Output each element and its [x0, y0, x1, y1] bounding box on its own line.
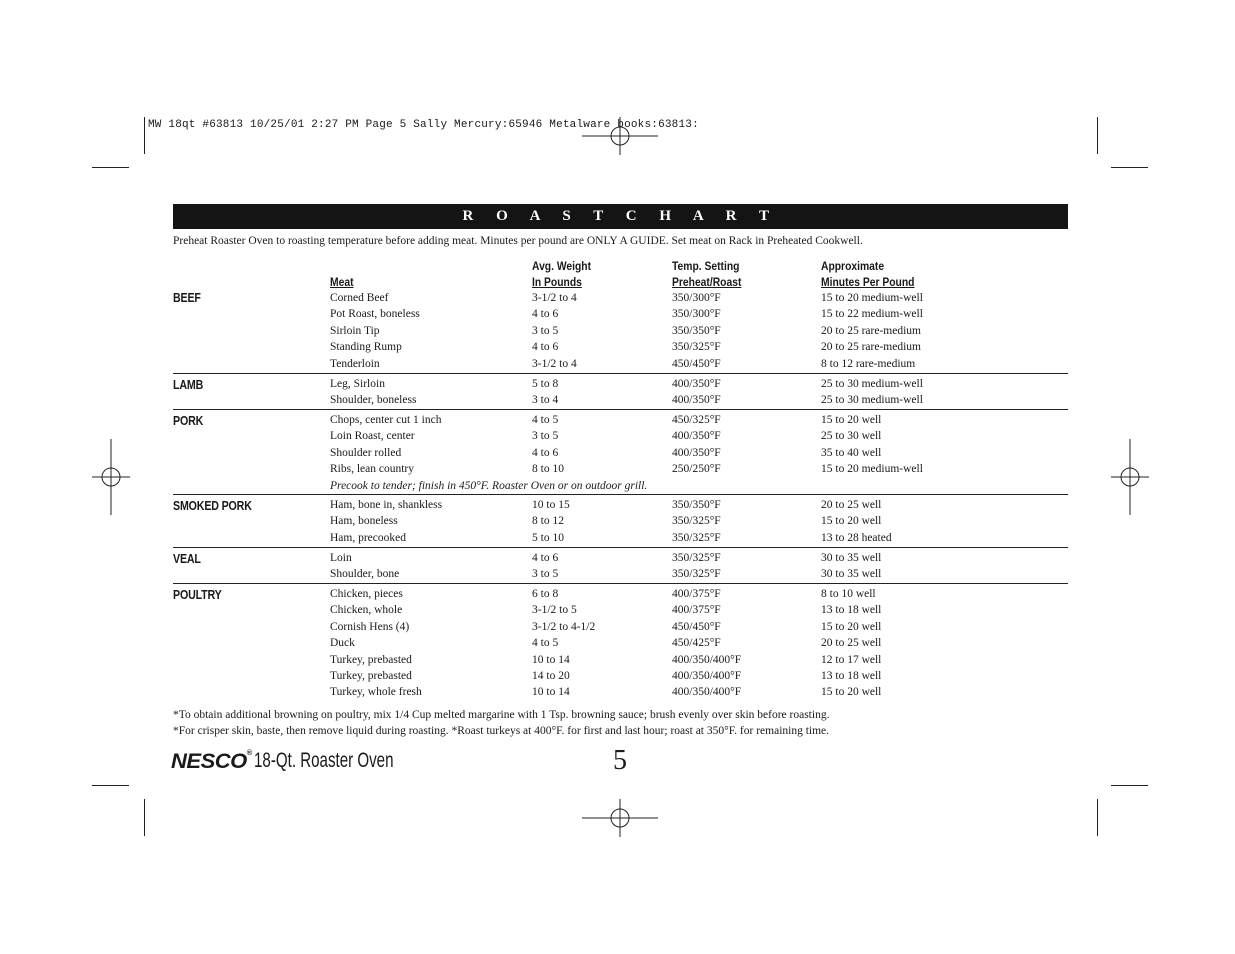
- table-row: [173, 652, 1068, 668]
- column-header-line1: [330, 258, 354, 274]
- pork-note: Precook to tender; finish in 450°F. Roaster Oven or on outdoor grill.: [330, 479, 648, 492]
- meat-cell: Ham, bone in, shankless: [330, 499, 443, 511]
- minutes-cell: 30 to 35 well: [821, 568, 882, 581]
- intro-text: Preheat Roaster Oven to roasting temperature before adding meat. Minutes per pound are ONLY A GUIDE. Set meat on Rack in Preheated Cookwell.: [173, 235, 863, 247]
- meat-cell: Shoulder, bone: [330, 568, 400, 581]
- minutes-cell: 30 to 35 well: [821, 552, 882, 564]
- meat-cell: Ham, boneless: [330, 515, 398, 528]
- meat-cell: Turkey, whole fresh: [330, 686, 422, 699]
- table-row: [173, 602, 1068, 618]
- minutes-cell: 20 to 25 well: [821, 499, 882, 511]
- table-row: [173, 412, 1068, 428]
- temp-cell: 400/350°F: [672, 378, 721, 390]
- minutes-cell: 25 to 30 medium-well: [821, 394, 923, 407]
- weight-cell: 14 to 20: [532, 669, 570, 682]
- meat-cell: Chicken, pieces: [330, 588, 403, 600]
- temp-cell: 450/425°F: [672, 637, 721, 650]
- temp-cell: 250/250°F: [672, 463, 721, 476]
- weight-cell: 10 to 14: [532, 653, 570, 666]
- temp-cell: 350/350°F: [672, 499, 721, 511]
- temp-cell: 350/325°F: [672, 515, 721, 528]
- meat-cell: Sirloin Tip: [330, 324, 380, 337]
- meat-cell: Leg, Sirloin: [330, 378, 385, 390]
- table-row: [173, 339, 1068, 355]
- weight-cell: 10 to 15: [532, 499, 570, 511]
- temp-cell: 350/325°F: [672, 531, 721, 544]
- temp-cell: 350/325°F: [672, 341, 721, 354]
- temp-cell: 400/350/400°F: [672, 653, 742, 666]
- temp-cell: 400/350°F: [672, 446, 721, 459]
- temp-cell: 450/450°F: [672, 620, 721, 633]
- table-row: [173, 550, 1068, 566]
- table-row: [173, 356, 1068, 372]
- registration-mark-icon: [1111, 439, 1149, 515]
- crop-mark: [1097, 799, 1098, 836]
- category-label: PORK: [173, 413, 204, 428]
- weight-cell: 4 to 5: [532, 637, 559, 650]
- temp-cell: 400/350°F: [672, 430, 721, 443]
- weight-cell: 3-1/2 to 4-1/2: [532, 620, 596, 633]
- temp-cell: 350/300°F: [672, 308, 721, 321]
- table-row: [173, 566, 1068, 582]
- meat-cell: Chicken, whole: [330, 604, 403, 617]
- minutes-cell: 8 to 12 rare-medium: [821, 357, 916, 370]
- temp-cell: 400/375°F: [672, 604, 721, 617]
- weight-cell: 4 to 5: [532, 414, 559, 426]
- minutes-cell: 15 to 22 medium-well: [821, 308, 923, 321]
- crop-mark: [92, 167, 129, 168]
- temp-cell: 350/325°F: [672, 552, 721, 564]
- minutes-cell: 15 to 20 well: [821, 620, 882, 633]
- meat-cell: Turkey, prebasted: [330, 669, 412, 682]
- logo-text: NESCO: [171, 750, 247, 773]
- meat-cell: Corned Beef: [330, 292, 389, 304]
- temp-cell: 400/350/400°F: [672, 669, 742, 682]
- meat-cell: Shoulder, boneless: [330, 394, 417, 407]
- table-row: [173, 513, 1068, 529]
- minutes-cell: 20 to 25 rare-medium: [821, 341, 921, 354]
- meat-cell: Standing Rump: [330, 341, 402, 354]
- category-label: BEEF: [173, 290, 201, 305]
- temp-cell: 350/325°F: [672, 568, 721, 581]
- table-row: [173, 530, 1068, 546]
- weight-cell: 3-1/2 to 4: [532, 357, 577, 370]
- crop-mark: [92, 785, 129, 786]
- weight-cell: 4 to 6: [532, 446, 559, 459]
- temp-cell: 450/450°F: [672, 357, 721, 370]
- meat-cell: Tenderloin: [330, 357, 380, 370]
- footnote-crisper-skin: *For crisper skin, baste, then remove liquid during roasting. *Roast turkeys at 400°F. for first and last hour; roast at 350°F. for remaining time.: [173, 725, 830, 737]
- weight-cell: 3 to 5: [532, 430, 559, 443]
- weight-cell: 3 to 5: [532, 324, 559, 337]
- meat-cell: Loin: [330, 552, 352, 564]
- section-poultry: [173, 583, 1068, 699]
- column-header-line1: Avg. Weight: [532, 259, 592, 273]
- minutes-cell: 25 to 30 medium-well: [821, 378, 923, 390]
- meat-cell: Pot Roast, boneless: [330, 308, 420, 321]
- registered-mark: ®: [246, 750, 252, 757]
- table-row: [173, 586, 1068, 602]
- column-header-line1: Approximate: [821, 259, 885, 273]
- weight-cell: 3 to 4: [532, 394, 559, 407]
- table-row: [173, 497, 1068, 513]
- weight-cell: 5 to 10: [532, 531, 564, 544]
- temp-cell: 350/350°F: [672, 324, 721, 337]
- category-label: SMOKED PORK: [173, 498, 252, 513]
- table-row: [173, 428, 1068, 444]
- temp-cell: 450/325°F: [672, 414, 721, 426]
- footnote-browning: *To obtain additional browning on poultry, mix 1/4 Cup melted margarine with 1 Tsp. browning sauce; brush evenly over skin before roasting.: [173, 709, 830, 721]
- table-row: [173, 635, 1068, 651]
- table-row: [173, 668, 1068, 684]
- meat-cell: Duck: [330, 637, 355, 650]
- column-header-line2: Minutes Per Pound: [821, 275, 915, 289]
- column-header-meat: [330, 258, 354, 290]
- column-header-weight: [532, 258, 591, 290]
- minutes-cell: 13 to 18 well: [821, 604, 882, 617]
- temp-cell: 350/300°F: [672, 292, 721, 304]
- minutes-cell: 12 to 17 well: [821, 653, 882, 666]
- weight-cell: 6 to 8: [532, 588, 559, 600]
- meat-cell: Shoulder rolled: [330, 446, 402, 459]
- weight-cell: 5 to 8: [532, 378, 559, 390]
- table-row: [173, 306, 1068, 322]
- section-smoked-pork: [173, 494, 1068, 544]
- section-lamb: [173, 373, 1068, 407]
- table-row: [173, 323, 1068, 339]
- weight-cell: 4 to 6: [532, 552, 559, 564]
- crop-mark: [1111, 785, 1148, 786]
- minutes-cell: 13 to 28 heated: [821, 531, 892, 544]
- weight-cell: 4 to 6: [532, 341, 559, 354]
- minutes-cell: 20 to 25 well: [821, 637, 882, 650]
- minutes-cell: 35 to 40 well: [821, 446, 882, 459]
- weight-cell: 3-1/2 to 5: [532, 604, 577, 617]
- column-header-line1: Temp. Setting: [672, 259, 740, 273]
- meat-cell: Chops, center cut 1 inch: [330, 414, 442, 426]
- crop-mark: [1097, 117, 1098, 154]
- registration-mark-icon: [92, 439, 130, 515]
- table-row: [173, 684, 1068, 700]
- minutes-cell: 15 to 20 medium-well: [821, 463, 923, 476]
- crop-mark: [144, 117, 145, 154]
- minutes-cell: 20 to 25 rare-medium: [821, 324, 921, 337]
- table-row: [173, 461, 1068, 477]
- table-row: [173, 392, 1068, 408]
- category-label: VEAL: [173, 551, 201, 566]
- temp-cell: 400/350/400°F: [672, 686, 742, 699]
- product-name: 18-Qt. Roaster Oven: [254, 749, 394, 772]
- table-row: [173, 376, 1068, 392]
- meat-cell: Ham, precooked: [330, 531, 406, 544]
- roast-chart-title: R O A S T C H A R T: [173, 204, 1068, 229]
- weight-cell: 4 to 6: [532, 308, 559, 321]
- crop-mark: [144, 799, 145, 836]
- category-label: POULTRY: [173, 587, 222, 602]
- weight-cell: 3-1/2 to 4: [532, 292, 577, 304]
- section-pork: [173, 409, 1068, 492]
- table-row: [173, 290, 1068, 306]
- meat-cell: Turkey, prebasted: [330, 653, 412, 666]
- crop-mark: [1111, 167, 1148, 168]
- weight-cell: 8 to 10: [532, 463, 564, 476]
- column-header-minutes: [821, 258, 914, 290]
- page-number: 5: [613, 745, 627, 776]
- weight-cell: 3 to 5: [532, 568, 559, 581]
- column-header-line2: Preheat/Roast: [672, 275, 742, 289]
- minutes-cell: 15 to 20 well: [821, 686, 882, 699]
- column-header-line2: In Pounds: [532, 275, 582, 289]
- minutes-cell: 15 to 20 medium-well: [821, 292, 923, 304]
- minutes-cell: 25 to 30 well: [821, 430, 882, 443]
- section-veal: [173, 547, 1068, 581]
- column-header-line2: Meat: [330, 275, 354, 289]
- table-row: [173, 619, 1068, 635]
- registration-mark-icon: [582, 117, 658, 155]
- minutes-cell: 8 to 10 well: [821, 588, 876, 600]
- weight-cell: 10 to 14: [532, 686, 570, 699]
- table-row: [173, 478, 1068, 494]
- minutes-cell: 15 to 20 well: [821, 414, 882, 426]
- meat-cell: Cornish Hens (4): [330, 620, 410, 633]
- temp-cell: 400/375°F: [672, 588, 721, 600]
- temp-cell: 400/350°F: [672, 394, 721, 407]
- table-row: [173, 445, 1068, 461]
- printer-slug-line: MW 18qt #63813 10/25/01 2:27 PM Page 5 Sally Mercury:65946 Metalware books:63813:: [148, 119, 699, 131]
- column-header-temp: [672, 258, 741, 290]
- nesco-logo: [171, 750, 252, 774]
- minutes-cell: 13 to 18 well: [821, 669, 882, 682]
- meat-cell: Ribs, lean country: [330, 463, 414, 476]
- weight-cell: 8 to 12: [532, 515, 564, 528]
- registration-mark-icon: [582, 799, 658, 837]
- category-label: LAMB: [173, 377, 204, 392]
- minutes-cell: 15 to 20 well: [821, 515, 882, 528]
- meat-cell: Loin Roast, center: [330, 430, 415, 443]
